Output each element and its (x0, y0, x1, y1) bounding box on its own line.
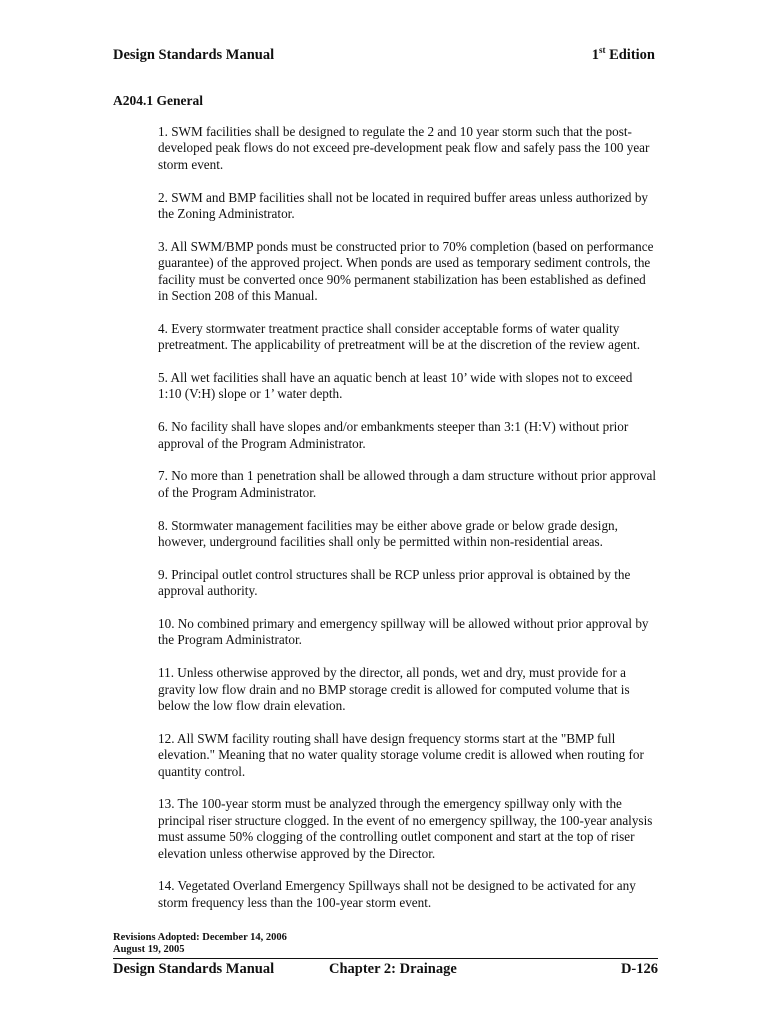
footer-divider (113, 958, 658, 959)
list-item: 11. Unless otherwise approved by the director, all ponds, wet and dry, must provide for a gravity low flow drain and no BMP storage credit is allowed for computed volume that is below the low flow drain elevation. (158, 665, 630, 714)
footer-chapter: Chapter 2: Drainage (329, 961, 457, 977)
edition-number: 1 (591, 47, 599, 63)
footer-manual: Design Standards Manual (113, 961, 275, 977)
list-item: 7. No more than 1 penetration shall be allowed through a dam structure without prior approval of the Program Administrator. (158, 468, 657, 500)
list-item: 10. No combined primary and emergency spillway will be allowed without prior approval by the Program Administrator. (158, 616, 649, 648)
section-title: A204.1 General (113, 93, 203, 108)
list-item: 13. The 100-year storm must be analyzed through the emergency spillway only with the principal riser structure clogged. In the event of no emergency spillway, the 100-year analysis must assume 50% clogging of the controlling outlet component and start at the top of riser elevation unless otherwise approved by the Director. (158, 796, 653, 861)
list-item: 5. All wet facilities shall have an aquatic bench at least 10’ wide with slopes not to exceed 1:10 (V:H) slope or 1’ water depth. (158, 370, 633, 402)
list-item: 8. Stormwater management facilities may be either above grade or below grade design, however, underground facilities shall only be permitted within non-residential areas. (158, 517, 618, 550)
list-item: 1. SWM facilities shall be designed to regulate the 2 and 10 year storm such that the post-developed peak flows do not exceed pre-development peak flow and safely pass the 100 year storm event. (158, 124, 650, 172)
list-item: 14. Vegetated Overland Emergency Spillways shall not be designed to be activated for any storm frequency less than the 100-year storm event. (158, 878, 636, 910)
edition-superscript: st (598, 45, 606, 56)
footer-page-number: D-126 (620, 961, 658, 977)
revision-info (113, 932, 287, 956)
list-item: 9. Principal outlet control structures shall be RCP unless prior approval is obtained by the approval authority. (158, 566, 631, 599)
list-item: 6. No facility shall have slopes and/or embankments steeper than 3:1 (H:V) without prior approval of the Program Administrator. (158, 419, 629, 451)
list-item: 4. Every stormwater treatment practice shall consider acceptable forms of water quality pretreatment. The applicability of pretreatment will be at the discretion of the review agent. (158, 320, 641, 353)
edition-word: Edition (609, 47, 655, 63)
header-title: Design Standards Manual (113, 47, 275, 63)
list-item: 2. SWM and BMP facilities shall not be located in required buffer areas unless authorized by the Zoning Administrator. (158, 189, 649, 222)
header-edition (592, 47, 655, 64)
revisions-adopted: Revisions Adopted: December 14, 2006 (113, 932, 287, 943)
revision-date: August 19, 2005 (113, 944, 185, 955)
list-item: 3. All SWM/BMP ponds must be constructed prior to 70% completion (based on performance guarantee) of the approved project. When ponds are used as temporary sediment controls, the facility must be converted once 90% permanent stabilization has been established as defined in Section 208 of this Manual. (158, 238, 654, 304)
list-item: 12. All SWM facility routing shall have design frequency storms start at the "BMP full elevation." Meaning that no water quality storage volume credit is allowed when routing for quantity control. (158, 730, 644, 779)
requirements-list (158, 124, 658, 928)
